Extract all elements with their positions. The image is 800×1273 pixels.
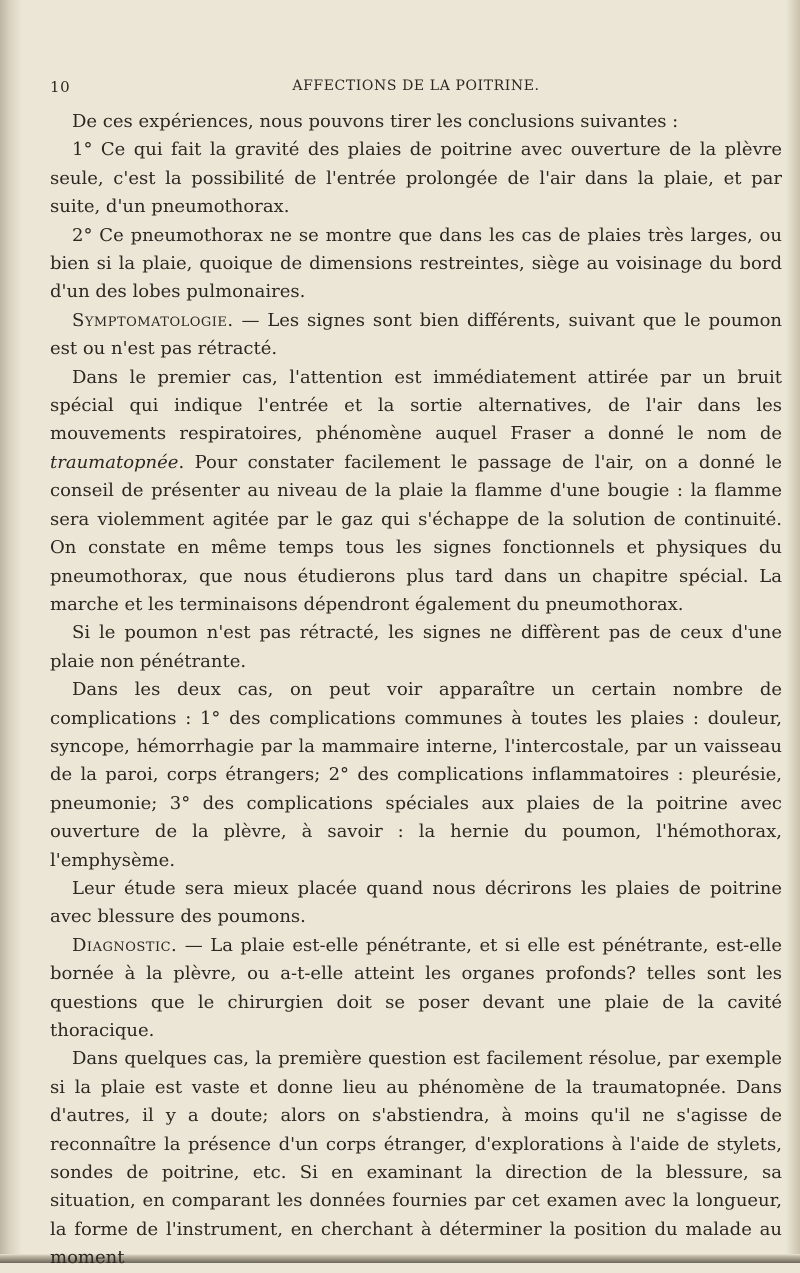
running-head: AFFECTIONS DE LA POITRINE. <box>292 78 540 94</box>
paragraph-text: Dans les deux cas, on peut voir apparaître un certain nombre de complications : 1° des complications communes à toutes les plaies : douleur, syncope, hémorrhagie par la mammaire interne, l'intercostale, par un vaisseau de la paroi, corps étrangers; 2° des complications inflammatoires : pleurésie, pneumonie; 3° des complications spéciales aux plaies de la poitrine avec ouverture de la plèvre, à savoir : la hernie du poumon, l'hémothorax, l'emphysème. <box>50 679 782 871</box>
paragraph-conclusion-2 <box>50 222 782 307</box>
paragraph-diagnostic <box>50 932 782 1046</box>
paragraph-text: 2° Ce pneumothorax ne se montre que dans les cas de plaies très larges, ou bien si la plaie, quoique de dimensions restreintes, siège au voisinage du bord d'un des lobes pulmonaires. <box>50 224 782 303</box>
scan-edge-left <box>0 0 22 1263</box>
paragraph-premier-cas <box>50 364 782 620</box>
paragraph-text: Leur étude sera mieux placée quand nous décrirons les plaies de poitrine avec blessure des poumons. <box>50 877 782 928</box>
book-page <box>50 78 782 1273</box>
section-heading-diagnostic: Diagnostic. <box>72 934 178 956</box>
paragraph-text: — Les signes sont bien différents, suivant que le poumon est ou n'est pas rétracté. <box>50 309 782 360</box>
paragraph-text: — La plaie est-elle pénétrante, et si elle est pénétrante, est-elle bornée à la plèvre, ou a-t-elle atteint les organes profonds? telles sont les questions que le chirurgien doit se poser devant une plaie de la cavité thoracique. <box>50 934 782 1041</box>
term-italic: traumatopnée <box>50 451 179 473</box>
paragraph-poumon-non-retracte <box>50 619 782 676</box>
scan-edge-right <box>786 0 800 1263</box>
page-number: 10 <box>50 78 71 96</box>
paragraph-complications <box>50 676 782 875</box>
page-header <box>50 78 782 102</box>
paragraph-intro <box>50 108 782 136</box>
body-text <box>50 108 782 1273</box>
paragraph-etude <box>50 875 782 932</box>
paragraph-text: De ces expériences, nous pouvons tirer les conclusions suivantes : <box>72 111 679 132</box>
paragraph-conclusion-1 <box>50 136 782 221</box>
paragraph-text: Dans quelques cas, la première question est facilement résolue, par exemple si la plaie est vaste et donne lieu au phénomène de la traumatopnée. Dans d'autres, il y a doute; alors on s'abstiendra, à moins qu'il ne s'agisse de reconnaître la présence d'un corps étranger, d'explorations à l'aide de stylets, sondes de poitrine, etc. Si en examinant la direction de la blessure, sa situation, en comparant les données fournies par cet examen avec la longueur, la forme de l'instrument, en cherchant à déterminer la position du malade au moment <box>50 1048 782 1269</box>
section-heading-symptomatologie: Symptomatologie. <box>72 309 234 331</box>
paragraph-symptomatologie <box>50 307 782 364</box>
paragraph-text: . Pour constater facilement le passage de l'air, on a donné le conseil de présenter au niveau de la plaie la flamme d'une bougie : la flamme sera violemment agitée par le gaz qui s'échappe de la solution de continuité. On constate en même temps tous les signes fonctionnels et physiques du pneumothorax, que nous étudierons plus tard dans un chapitre spécial. La marche et les terminaisons dépendront également du pneumothorax. <box>50 451 782 615</box>
paragraph-text: 1° Ce qui fait la gravité des plaies de poitrine avec ouverture de la plèvre seule, c'est la possibilité de l'entrée prolongée de l'air dans la plaie, et par suite, d'un pneumothorax. <box>50 139 782 218</box>
paragraph-text: Dans le premier cas, l'attention est immédiatement attirée par un bruit spécial qui indique l'entrée et la sortie alternatives, de l'air dans les mouvements respiratoires, phénomène auquel Fraser a donné le nom de <box>50 366 782 445</box>
paragraph-quelques-cas <box>50 1045 782 1272</box>
paragraph-text: Si le poumon n'est pas rétracté, les signes ne diffèrent pas de ceux d'une plaie non pénétrante. <box>50 622 782 672</box>
